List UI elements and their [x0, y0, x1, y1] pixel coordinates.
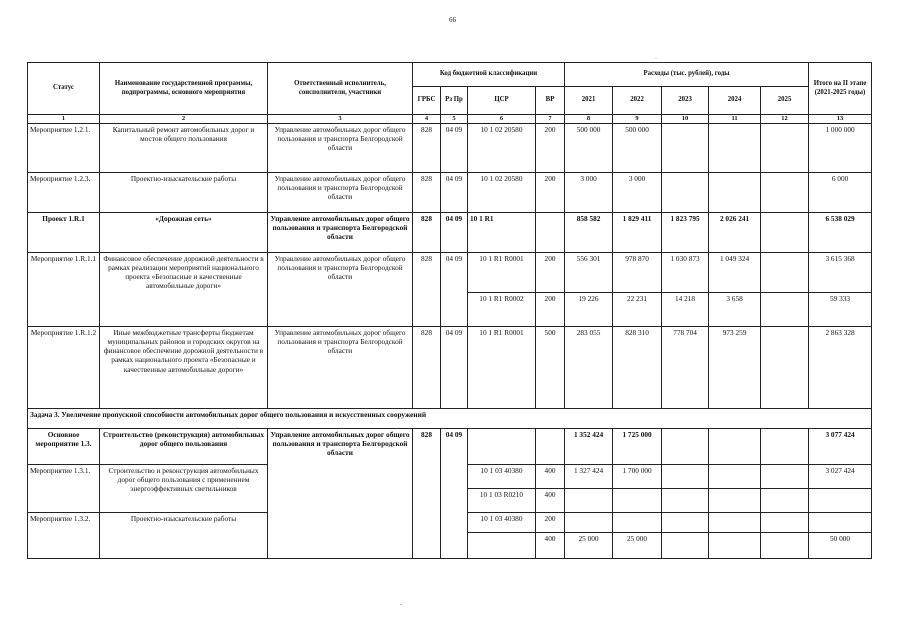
value-2024: 973 259 — [709, 327, 761, 409]
value-2022: 828 310 — [613, 327, 662, 409]
value-2023 — [662, 513, 709, 533]
value-2021: 3 000 — [565, 173, 613, 213]
value-2023 — [662, 533, 709, 559]
vr-cell: 200 — [536, 293, 565, 327]
vr-cell: 400 — [536, 465, 565, 489]
csr-cell: 10 1 R1 R0002 — [468, 293, 536, 327]
value-2023: 14 218 — [662, 293, 709, 327]
table-row — [28, 429, 872, 465]
value-2021: 858 582 — [565, 213, 613, 253]
table-row — [28, 253, 872, 293]
value-2021: 19 226 — [565, 293, 613, 327]
value-2025 — [761, 513, 809, 533]
value-2022 — [613, 489, 662, 513]
name-cell: Финансовое обеспечение дорожной деятельности в рамках реализации мероприятий национального проекта «Безопасные и качественные автомобильные дороги» — [100, 253, 268, 327]
status-cell: Мероприятие 1.R.1.1 — [28, 253, 100, 327]
name-cell: Капитальный ремонт автомобильных дорог и мостов общего пользования — [100, 124, 268, 173]
value-2021: 500 000 — [565, 124, 613, 173]
value-2025 — [761, 124, 809, 173]
status-cell: Основное мероприятие 1.3. — [28, 429, 100, 465]
status-cell: Мероприятие 1.2.1. — [28, 124, 100, 173]
total-cell: 50 000 — [809, 533, 872, 559]
grbs-cell: 828 — [413, 173, 441, 213]
responsible-cell: Управление автомобильных дорог общего пользования и транспорта Белгородской области — [268, 173, 413, 213]
value-2024 — [709, 465, 761, 489]
name-cell: Проектно-изыскательские работы — [100, 173, 268, 213]
name-cell: «Дорожная сеть» — [100, 213, 268, 253]
budget-table — [27, 62, 872, 559]
value-2023: 778 704 — [662, 327, 709, 409]
grbs-cell: 828 — [413, 327, 441, 409]
csr-cell: 10 1 03 40380 — [468, 513, 536, 533]
total-cell — [809, 513, 872, 533]
col-index: 9 — [613, 115, 662, 124]
value-2022: 1 829 411 — [613, 213, 662, 253]
value-2025 — [761, 465, 809, 489]
header-expenses: Расходы (тыс. рублей), годы — [565, 63, 809, 87]
name-cell: Проектно-изыскательские работы — [100, 513, 268, 559]
value-2023 — [662, 465, 709, 489]
value-2024 — [709, 173, 761, 213]
rz-pr-cell: 04 09 — [441, 124, 468, 173]
table-row — [28, 173, 872, 213]
vr-cell — [536, 213, 565, 253]
value-2022: 25 000 — [613, 533, 662, 559]
grbs-cell: 828 — [413, 253, 441, 327]
csr-cell: 10 1 02 20580 — [468, 173, 536, 213]
value-2022: 1 700 000 — [613, 465, 662, 489]
col-index: 10 — [662, 115, 709, 124]
col-index: 6 — [468, 115, 536, 124]
value-2022: 3 000 — [613, 173, 662, 213]
responsible-cell: Управление автомобильных дорог общего пользования и транспорта Белгородской области — [268, 124, 413, 173]
header-grbs: ГРБС — [413, 87, 441, 115]
value-2021 — [565, 489, 613, 513]
status-cell: Мероприятие 1.3.1. — [28, 465, 100, 513]
vr-cell: 200 — [536, 173, 565, 213]
grbs-cell: 828 — [413, 124, 441, 173]
col-index: 8 — [565, 115, 613, 124]
task-title: Задача 3. Увеличение пропускной способности автомобильных дорог общего пользования и искусственных сооружений — [28, 409, 872, 429]
csr-cell: 10 1 R1 R0001 — [468, 253, 536, 293]
total-cell: 59 333 — [809, 293, 872, 327]
value-2021: 1 327 424 — [565, 465, 613, 489]
total-cell: 3 615 368 — [809, 253, 872, 293]
value-2024 — [709, 124, 761, 173]
csr-cell — [468, 533, 536, 559]
header-budget-code: Код бюджетной классификации — [413, 63, 565, 87]
csr-cell: 10 1 02 20580 — [468, 124, 536, 173]
page-number: 66 — [449, 16, 456, 24]
header-vr: ВР — [536, 87, 565, 115]
csr-cell: 10 1 R1 R0001 — [468, 327, 536, 409]
csr-cell — [468, 429, 536, 465]
csr-cell: 10 1 03 R0210 — [468, 489, 536, 513]
value-2021: 556 301 — [565, 253, 613, 293]
value-2023: 1 823 795 — [662, 213, 709, 253]
table-row — [28, 327, 872, 409]
value-2021: 283 055 — [565, 327, 613, 409]
grbs-cell: 828 — [413, 213, 441, 253]
total-cell: 3 027 424 — [809, 465, 872, 489]
rz-pr-cell: 04 09 — [441, 173, 468, 213]
value-2024: 1 049 324 — [709, 253, 761, 293]
rz-pr-cell: 04 09 — [441, 253, 468, 327]
table-row — [28, 213, 872, 253]
header-row — [28, 63, 872, 87]
value-2023 — [662, 124, 709, 173]
value-2025 — [761, 293, 809, 327]
status-cell: Мероприятие 1.R.1.2 — [28, 327, 100, 409]
name-cell: Иные межбюджетные трансферты бюджетам муниципальных районов и городских округов на финансовое обеспечение дорожной деятельности в рамках национального проекта «Безопасные и качественные автомобильные дороги» — [100, 327, 268, 409]
vr-cell: 400 — [536, 489, 565, 513]
col-index: 13 — [809, 115, 872, 124]
value-2022: 22 231 — [613, 293, 662, 327]
total-cell: 3 077 424 — [809, 429, 872, 465]
vr-cell: 500 — [536, 327, 565, 409]
value-2025 — [761, 533, 809, 559]
value-2024: 2 026 241 — [709, 213, 761, 253]
col-index: 3 — [268, 115, 413, 124]
value-2025 — [761, 173, 809, 213]
value-2021 — [565, 513, 613, 533]
scan-speck: · — [655, 56, 657, 62]
header-2024: 2024 — [709, 87, 761, 115]
value-2023 — [662, 173, 709, 213]
total-cell: 2 863 328 — [809, 327, 872, 409]
table-row — [28, 124, 872, 173]
header-rz-pr: Рз Пр — [441, 87, 468, 115]
header-status: Статус — [28, 63, 100, 115]
total-cell: 6 538 029 — [809, 213, 872, 253]
responsible-cell: Управление автомобильных дорог общего пользования и транспорта Белгородской области — [268, 253, 413, 327]
header-total: Итого на II этапе (2021-2025 годы) — [809, 63, 872, 115]
status-cell: Мероприятие 1.2.3. — [28, 173, 100, 213]
total-cell: 1 000 000 — [809, 124, 872, 173]
value-2025 — [761, 327, 809, 409]
col-index: 2 — [100, 115, 268, 124]
status-cell: Мероприятие 1.3.2. — [28, 513, 100, 559]
vr-cell: 200 — [536, 513, 565, 533]
name-cell: Строительство и реконструкция автомобильных дорог общего пользования с применением энергоэффективных светильников — [100, 465, 268, 513]
header-2022: 2022 — [613, 87, 662, 115]
col-index: 4 — [413, 115, 441, 124]
value-2025 — [761, 489, 809, 513]
csr-cell: 10 1 R1 — [468, 213, 536, 253]
vr-cell — [536, 429, 565, 465]
total-cell — [809, 489, 872, 513]
rz-pr-cell: 04 09 — [441, 213, 468, 253]
responsible-cell: Управление автомобильных дорог общего пользования и транспорта Белгородской области — [268, 429, 413, 559]
value-2021: 25 000 — [565, 533, 613, 559]
value-2022 — [613, 513, 662, 533]
vr-cell: 200 — [536, 253, 565, 293]
value-2022: 978 870 — [613, 253, 662, 293]
value-2024: 3 658 — [709, 293, 761, 327]
value-2021: 1 352 424 — [565, 429, 613, 465]
grbs-cell: 828 — [413, 429, 441, 559]
col-index: 7 — [536, 115, 565, 124]
vr-cell: 400 — [536, 533, 565, 559]
value-2024 — [709, 533, 761, 559]
col-index: 12 — [761, 115, 809, 124]
status-cell: Проект 1.R.1 — [28, 213, 100, 253]
value-2025 — [761, 253, 809, 293]
total-cell: 6 000 — [809, 173, 872, 213]
header-2025: 2025 — [761, 87, 809, 115]
value-2022: 1 725 000 — [613, 429, 662, 465]
value-2023: 1 030 873 — [662, 253, 709, 293]
csr-cell: 10 1 03 40380 — [468, 465, 536, 489]
name-cell: Строительство (реконструкция) автомобильных дорог общего пользования — [100, 429, 268, 465]
task-row — [28, 409, 872, 429]
value-2025 — [761, 429, 809, 465]
col-index: 11 — [709, 115, 761, 124]
value-2023 — [662, 489, 709, 513]
col-index: 5 — [441, 115, 468, 124]
col-index: 1 — [28, 115, 100, 124]
value-2023 — [662, 429, 709, 465]
header-responsible: Ответственный исполнитель, соисполнители, участники — [268, 63, 413, 115]
rz-pr-cell: 04 09 — [441, 429, 468, 559]
header-name: Наименование государственной программы, подпрограммы, основного мероприятия — [100, 63, 268, 115]
value-2024 — [709, 513, 761, 533]
vr-cell: 200 — [536, 124, 565, 173]
responsible-cell: Управление автомобильных дорог общего пользования и транспорта Белгородской области — [268, 327, 413, 409]
header-2021: 2021 — [565, 87, 613, 115]
header-2023: 2023 — [662, 87, 709, 115]
responsible-cell: Управление автомобильных дорог общего пользования и транспорта Белгородской области — [268, 213, 413, 253]
scan-speck: - — [400, 602, 402, 608]
value-2025 — [761, 213, 809, 253]
header-csr: ЦСР — [468, 87, 536, 115]
value-2022: 500 000 — [613, 124, 662, 173]
rz-pr-cell: 04 09 — [441, 327, 468, 409]
value-2024 — [709, 429, 761, 465]
value-2024 — [709, 489, 761, 513]
column-index-row — [28, 115, 872, 124]
